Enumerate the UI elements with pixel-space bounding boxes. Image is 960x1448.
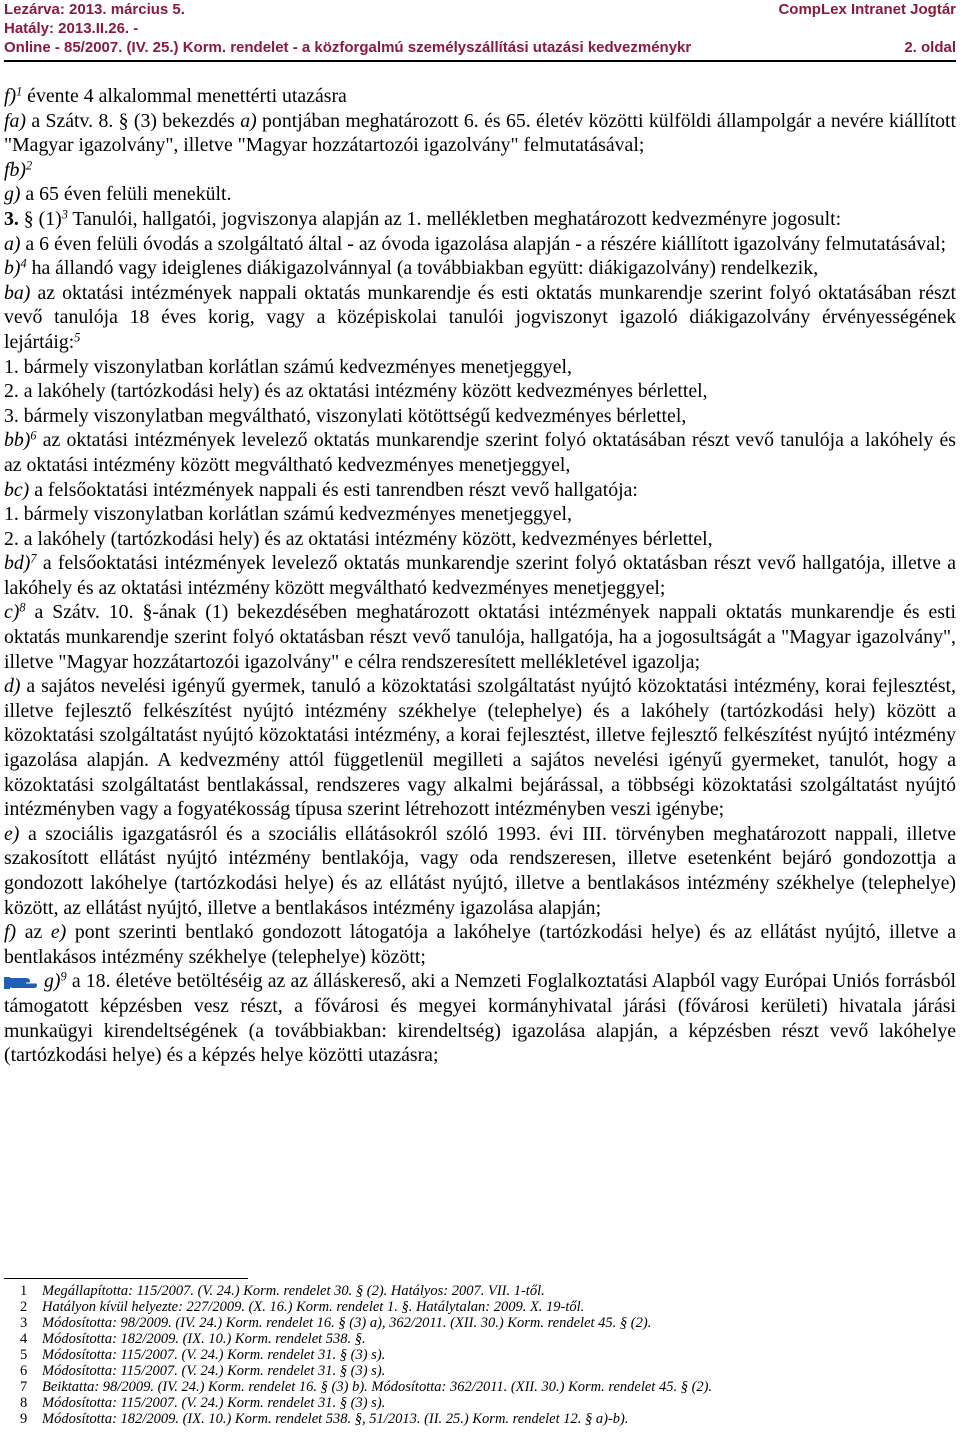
document-body xyxy=(4,84,956,1068)
footnote-ref[interactable]: 9 xyxy=(60,969,67,984)
footnote-6 xyxy=(4,1363,956,1379)
list-item: 1. bármely viszonylatban korlátlan számú kedvezményes menetjeggyel, xyxy=(4,355,572,378)
effective-date: Hatály: 2013.II.26. - xyxy=(4,20,139,37)
footnote-number: 4 xyxy=(20,1331,28,1347)
paragraph: fa) a Szátv. 8. § (3) bekezdés a) pontjában meghatározott 6. és 65. életév közötti külföldi állampolgár a nevére kiállított "Magyar igazolvány", illetve "Magyar hozzátartozói igazolvány" felmutatásával; xyxy=(4,109,956,157)
footnote-text: Beiktatta: 98/2009. (IV. 24.) Korm. rendelet 16. § (3) b). Módosította: 362/2011. (XII. 30.) Korm. rendelet 45. § (2). xyxy=(42,1379,713,1395)
list-item: 2. a lakóhely (tartózkodási hely) és az oktatási intézmény között, kedvezményes bérlettel, xyxy=(4,527,713,550)
footnote-text: Megállapította: 115/2007. (V. 24.) Korm. rendelet 30. § (2). Hatályos: 2007. VII. 1-től. xyxy=(42,1283,545,1299)
paragraph: bb)$^6$ az oktatási intézmények levelező oktatás munkarendje szerint folyó oktatásában részt vevő tanulója a lakóhely és az oktatási intézmény között megváltható kedvezményes menetjeggyel, xyxy=(4,428,956,476)
footnote-1 xyxy=(4,1283,956,1299)
paragraph: bc) a felsőoktatási intézmények nappali és esti tanrendben részt vevő hallgatója: xyxy=(4,478,638,501)
footnote-ref[interactable]: 2 xyxy=(25,158,33,173)
footnote-text: Módosította: 115/2007. (V. 24.) Korm. rendelet 31. § (3) s). xyxy=(42,1347,386,1363)
footnote-ref[interactable]: 6 xyxy=(30,428,37,443)
paragraph: f) az e) pont szerinti bentlakó gondozott látogatója a lakóhelye (tartózkodási helye) és az ellátást nyújtó, illetve a bentlakásos intézmény székhelye (telephelye) között; xyxy=(4,921,956,968)
footnote-text: Módosította: 182/2009. (IX. 10.) Korm. rendelet 538. §. xyxy=(42,1331,366,1347)
header-row-3 xyxy=(4,38,956,57)
paragraph: bd)$^7$ a felsőoktatási intézmények levelező oktatás munkarendje szerint folyó oktatásban részt vevő hallgatója, illetve a lakóhely és az oktatási intézmény között megváltható kedvezményes menetjeggyel; xyxy=(4,551,956,599)
footnote-text: Módosította: 115/2007. (V. 24.) Korm. rendelet 31. § (3) s). xyxy=(42,1363,386,1379)
paragraph: fb)$^2$ xyxy=(4,158,33,181)
footnote-ref[interactable]: 4 xyxy=(20,256,27,271)
footnote-text: Hatályon kívül helyezte: 227/2009. (X. 16.) Korm. rendelet 1. §. Hatálytalan: 2009. X. 19-től. xyxy=(42,1299,585,1315)
paragraph: c)$^8$ a Szátv. 10. §-ának (1) bekezdésében meghatározott oktatási intézmények nappali oktatás munkarendje és esti oktatás munkarendje szerint folyó oktatásban részt vevő tanulója, hallgatója, ha a jogosultságát a "Magyar igazolvány", illetve "Magyar hozzátartozói igazolvány" e célra rendszeresített mellékletével igazolja; xyxy=(4,600,956,673)
footnote-ref[interactable]: 3 xyxy=(61,207,68,222)
footnote-number: 3 xyxy=(20,1315,28,1331)
footnote-number: 1 xyxy=(20,1283,28,1299)
header-divider xyxy=(4,60,956,62)
footnote-text: Módosította: 98/2009. (IV. 24.) Korm. rendelet 16. § (3) a), 362/2011. (XII. 30.) Korm. rendelet 45. § (2). xyxy=(42,1315,652,1331)
footnote-divider xyxy=(4,1278,248,1279)
footnote-4 xyxy=(4,1331,956,1347)
paragraph: b)$^4$ ha állandó vagy ideiglenes diákigazolvánnyal (a továbbiakban együtt: diákigazolvány) rendelkezik, xyxy=(4,256,819,280)
page-number: 2. oldal xyxy=(904,39,956,56)
footnote-5 xyxy=(4,1347,956,1363)
footnotes xyxy=(4,1283,956,1427)
section-number: 3. xyxy=(4,207,19,230)
paragraph: e) a szociális igazgatásról és a szociális ellátásokról szóló 1993. évi III. törvényben meghatározott nappali, illetve szakosított ellátást nyújtó intézmény bentlakója, vagy oda rendszeresen, illetve esetenként bejáró gondozottja a gondozott lakóhelye (tartózkodási helye) és az ellátást nyújtó, illetve a bentlakásos intézmény székhelye (telephelye) között, az ellátást nyújtó, illetve a bentlakásos intézmény igazolása alapján; xyxy=(4,822,956,919)
footnote-number: 5 xyxy=(20,1347,28,1363)
header-row-2 xyxy=(4,19,956,38)
footnote-7 xyxy=(4,1379,956,1395)
footnote-2 xyxy=(4,1299,956,1315)
closing-date: Lezárva: 2013. március 5. xyxy=(4,1,185,18)
footnote-number: 7 xyxy=(20,1379,28,1395)
footnote-number: 2 xyxy=(20,1299,28,1315)
footnote-ref[interactable]: 8 xyxy=(19,600,26,615)
page-header xyxy=(4,0,956,57)
footnote-number: 9 xyxy=(20,1411,28,1427)
pointing-hand-icon[interactable] xyxy=(4,969,42,991)
footnote-9 xyxy=(4,1411,956,1427)
footnote-ref[interactable]: 1 xyxy=(16,84,23,99)
footnote-ref[interactable]: 5 xyxy=(74,330,81,345)
footnote-number: 8 xyxy=(20,1395,28,1411)
paragraph: f)$^1$ évente 4 alkalommal menettérti utazásra xyxy=(4,84,347,107)
list-item: 3. bármely viszonylatban megváltható, viszonylati kötöttségű kedvezményes bérlettel, xyxy=(4,404,687,427)
footnote-text: Módosította: 182/2009. (IX. 10.) Korm. rendelet 538. §, 51/2013. (II. 25.) Korm. rendelet 12. § a)-b). xyxy=(42,1411,629,1427)
list-item: 2. a lakóhely (tartózkodási hely) és az oktatási intézmény között kedvezményes bérlettel, xyxy=(4,380,708,403)
paragraph: d) a sajátos nevelési igényű gyermek, tanuló a közoktatási szolgáltatást nyújtó közoktatási intézmény, korai fejlesztést, illetve fejlesztő felkészítést nyújtó intézmény székhelye (telephelye) és a lakóhely (tartózkodási hely) között a közoktatási szolgáltatást nyújtó közoktatási intézmény, a korai fejlesztést, illetve fejlesztő felkészítést nyújtó intézmény igazolása alapján. A kedvezmény attól függetlenül megilleti a sajátos nevelési igényű gyermeket, tanulót, hogy a közoktatási szolgáltatást bentlakással, rendszeres vagy alkalmi bejárással, a többségi közoktatási szolgáltatást nyújtó intézményben vagy a fogyatékosság típusa szerint létrehozott intézményben veszi igénybe; xyxy=(4,675,956,821)
footnote-ref[interactable]: 7 xyxy=(30,551,37,566)
paragraph: g)$^9$ a 18. életéve betöltéséig az az álláskereső, aki a Nemzeti Foglalkoztatási Alapból vagy Európai Uniós forrásból támogatott képzésben vesz részt, a fővárosi és megyei kormányhivatal járási (fővárosi kerületi) hivatala járási munkaügyi kirendeltségének (a továbbiakban: kirendeltség) igazolása alapján, a képzésben részt vevő lakóhelye (tartózkodási helye) és a képzés helye közötti utazásra; xyxy=(4,969,956,1067)
footnote-number: 6 xyxy=(20,1363,28,1379)
paragraph: a) a 6 éven felüli óvodás a szolgáltató által - az óvoda igazolása alapján - a részére kiállított igazolvány felmutatásával; xyxy=(4,232,946,255)
header-row-1 xyxy=(4,0,956,19)
section-3-paragraph: 3. § $(1)^3$ Tanulói, hallgatói, jogviszonya alapján az 1. mellékletben meghatározott kedvezményre jogosult: xyxy=(4,207,842,230)
footnote-3 xyxy=(4,1315,956,1331)
footnote-text: Módosította: 115/2007. (V. 24.) Korm. rendelet 31. § (3) s). xyxy=(42,1395,386,1411)
list-item: 1. bármely viszonylatban korlátlan számú kedvezményes menetjeggyel, xyxy=(4,503,572,526)
paragraph: ba) az oktatási intézmények nappali oktatás munkarendje és esti oktatás munkarendje szerint folyó oktatásában részt vevő tanulója 18 éves korig, vagy a középiskolai tanulói jogviszonyt igazoló diákigazolvány érvényességének lejártáig:$^5$ xyxy=(4,281,956,353)
brand-name: CompLex Intranet Jogtár xyxy=(778,1,956,18)
footnote-8 xyxy=(4,1395,956,1411)
paragraph: g) a 65 éven felüli menekült. xyxy=(4,183,232,206)
document-title: Online - 85/2007. (IV. 25.) Korm. rendelet - a közforgalmú személyszállítási utazási kedvezménykr xyxy=(4,39,692,56)
